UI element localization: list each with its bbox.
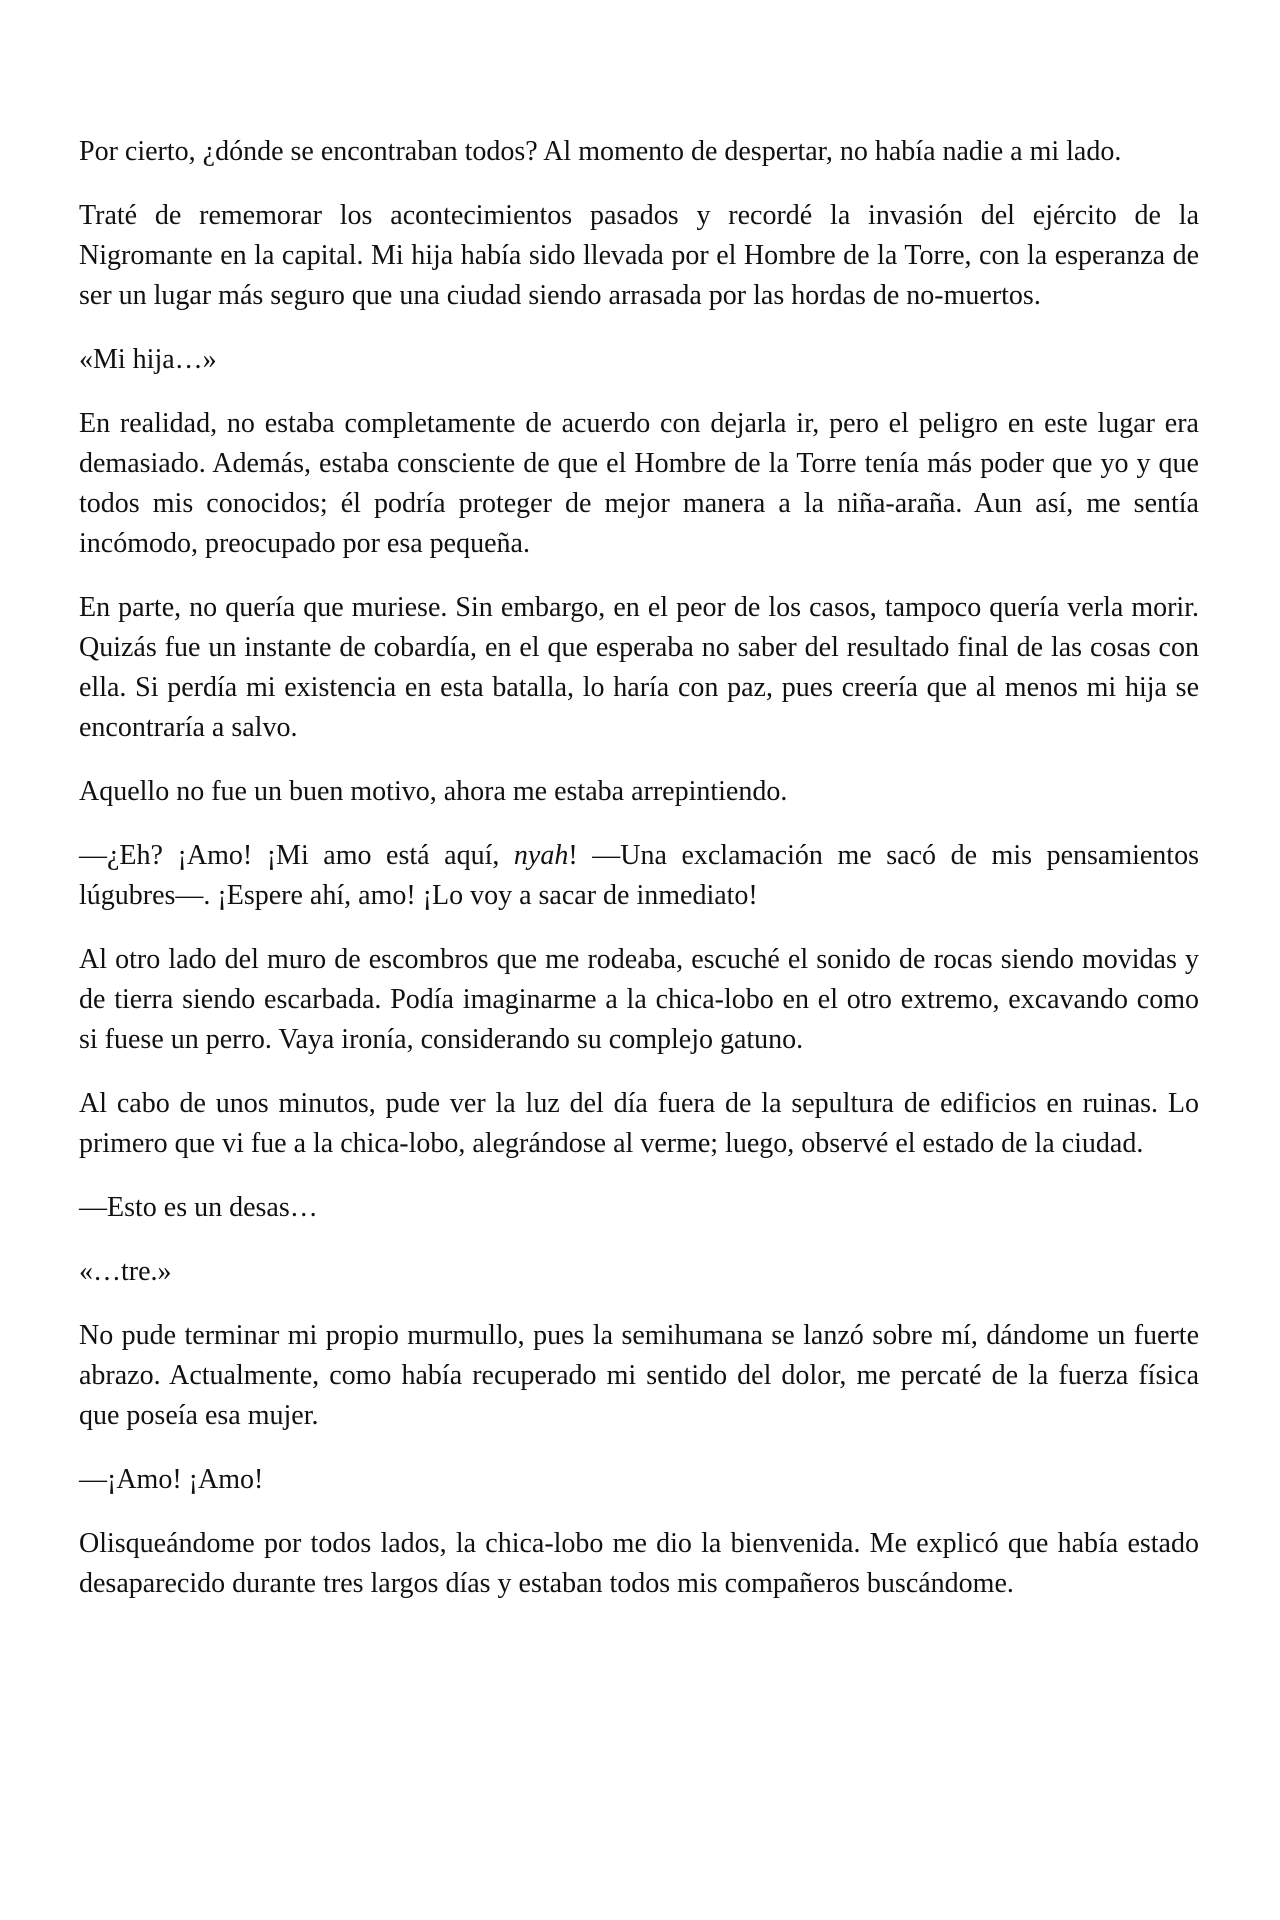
paragraph-7-after: ! —Una exclamación me sacó de mis pensamientos lúgubres—. ¡Espere ahí, amo! ¡Lo voy a sacar de inmediato! <box>79 840 1199 911</box>
paragraph-12: No pude terminar mi propio murmullo, pues la semihumana se lanzó sobre mí, dándome un fuerte abrazo. Actualmente, como había recuperado mi sentido del dolor, me percaté de la fuerza física que poseía esa mujer. <box>79 1320 1199 1431</box>
paragraph-3-thought: «Mi hija…» <box>79 344 217 375</box>
paragraph-2: Traté de rememorar los acontecimientos pasados y recordé la invasión del ejército de la Nigromante en la capital. Mi hija había sido llevada por el Hombre de la Torre, con la esperanza de ser un lugar más seguro que una ciudad siendo arrasada por las hordas de no-muertos. <box>79 200 1199 311</box>
paragraph-7-italic: nyah <box>513 840 569 871</box>
paragraph-13-dialogue: —¡Amo! ¡Amo! <box>79 1464 264 1495</box>
paragraph-7-before: —¿Eh? ¡Amo! ¡Mi amo está aquí, <box>79 840 514 871</box>
paragraph-10-dialogue: —Esto es un desas… <box>79 1192 318 1223</box>
paragraph-6: Aquello no fue un buen motivo, ahora me estaba arrepintiendo. <box>79 776 788 807</box>
document-page <box>79 132 1199 1628</box>
paragraph-8: Al otro lado del muro de escombros que me rodeaba, escuché el sonido de rocas siendo movidas y de tierra siendo escarbada. Podía imaginarme a la chica-lobo en el otro extremo, excavando como si fuese un perro. Vaya ironía, considerando su complejo gatuno. <box>79 944 1199 1055</box>
paragraph-9: Al cabo de unos minutos, pude ver la luz del día fuera de la sepultura de edificios en ruinas. Lo primero que vi fue a la chica-lobo, alegrándose al verme; luego, observé el estado de la ciudad. <box>79 1088 1199 1159</box>
paragraph-7-dialogue <box>79 836 1199 916</box>
paragraph-14: Olisqueándome por todos lados, la chica-lobo me dio la bienvenida. Me explicó que había estado desaparecido durante tres largos días y estaban todos mis compañeros buscándome. <box>79 1528 1199 1599</box>
paragraph-11-thought: «…tre.» <box>79 1256 172 1287</box>
paragraph-1: Por cierto, ¿dónde se encontraban todos? Al momento de despertar, no había nadie a mi lado. <box>79 136 1122 167</box>
paragraph-5: En parte, no quería que muriese. Sin embargo, en el peor de los casos, tampoco quería verla morir. Quizás fue un instante de cobardía, en el que esperaba no saber del resultado final de las cosas con ella. Si perdía mi existencia en esta batalla, lo haría con paz, pues creería que al menos mi hija se encontraría a salvo. <box>79 592 1199 743</box>
paragraph-4: En realidad, no estaba completamente de acuerdo con dejarla ir, pero el peligro en este lugar era demasiado. Además, estaba consciente de que el Hombre de la Torre tenía más poder que yo y que todos mis conocidos; él podría proteger de mejor manera a la niña-araña. Aun así, me sentía incómodo, preocupado por esa pequeña. <box>79 408 1199 559</box>
